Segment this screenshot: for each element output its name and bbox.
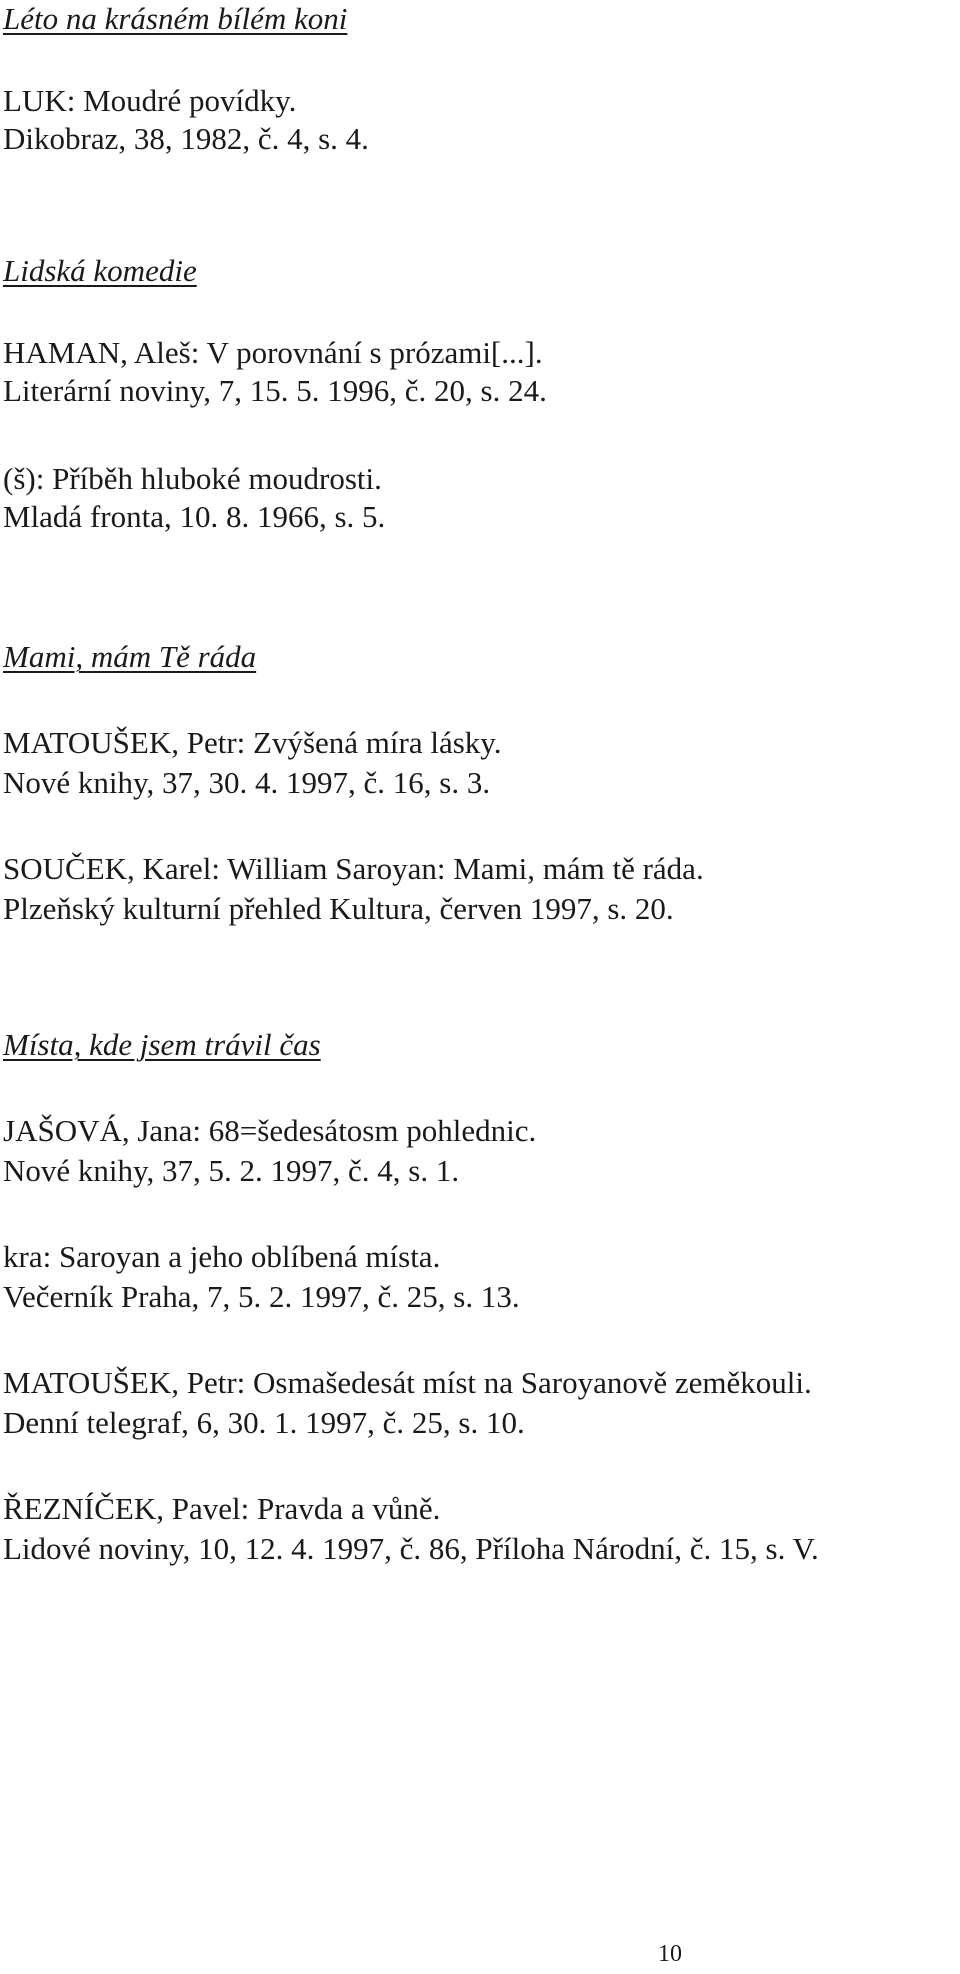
entry-author-title: HAMAN, Aleš: V porovnání s prózami[...].	[3, 335, 543, 370]
section-title: Lidská komedie	[3, 253, 197, 288]
entry-source: Plzeňský kulturní přehled Kultura, červen 1997, s. 20.	[3, 891, 674, 926]
section-title: Mami, mám Tě ráda	[3, 639, 257, 674]
entry-author-title: MATOUŠEK, Petr: Zvýšená míra lásky.	[3, 725, 502, 760]
entry-source: Lidové noviny, 10, 12. 4. 1997, č. 86, Příloha Národní, č. 15, s. V.	[3, 1531, 819, 1566]
entry-source: Nové knihy, 37, 5. 2. 1997, č. 4, s. 1.	[3, 1153, 460, 1188]
entry-author-title: MATOUŠEK, Petr: Osmašedesát míst na Saroyanově zeměkouli.	[3, 1365, 812, 1400]
entry-author-title: ŘEZNÍČEK, Pavel: Pravda a vůně.	[3, 1491, 441, 1526]
entry-source: Večerník Praha, 7, 5. 2. 1997, č. 25, s. 13.	[3, 1279, 520, 1314]
entry-source: Literární noviny, 7, 15. 5. 1996, č. 20, s. 24.	[3, 373, 547, 408]
entry-source: Dikobraz, 38, 1982, č. 4, s. 4.	[3, 121, 369, 156]
entry-author-title: JAŠOVÁ, Jana: 68=šedesátosm pohlednic.	[3, 1113, 537, 1148]
entry-source: Nové knihy, 37, 30. 4. 1997, č. 16, s. 3.	[3, 765, 491, 800]
entry-source: Denní telegraf, 6, 30. 1. 1997, č. 25, s. 10.	[3, 1405, 525, 1440]
entry-author-title: (š): Příběh hluboké moudrosti.	[3, 461, 382, 496]
entry-author-title: LUK: Moudré povídky.	[3, 83, 297, 118]
entry-author-title: kra: Saroyan a jeho oblíbená místa.	[3, 1239, 441, 1274]
section-title: Léto na krásném bílém koni	[3, 1, 348, 36]
section-title: Místa, kde jsem trávil čas	[3, 1027, 321, 1062]
page-number: 10	[658, 1941, 682, 1967]
entry-source: Mladá fronta, 10. 8. 1966, s. 5.	[3, 499, 386, 534]
entry-author-title: SOUČEK, Karel: William Saroyan: Mami, mám tě ráda.	[3, 851, 704, 886]
